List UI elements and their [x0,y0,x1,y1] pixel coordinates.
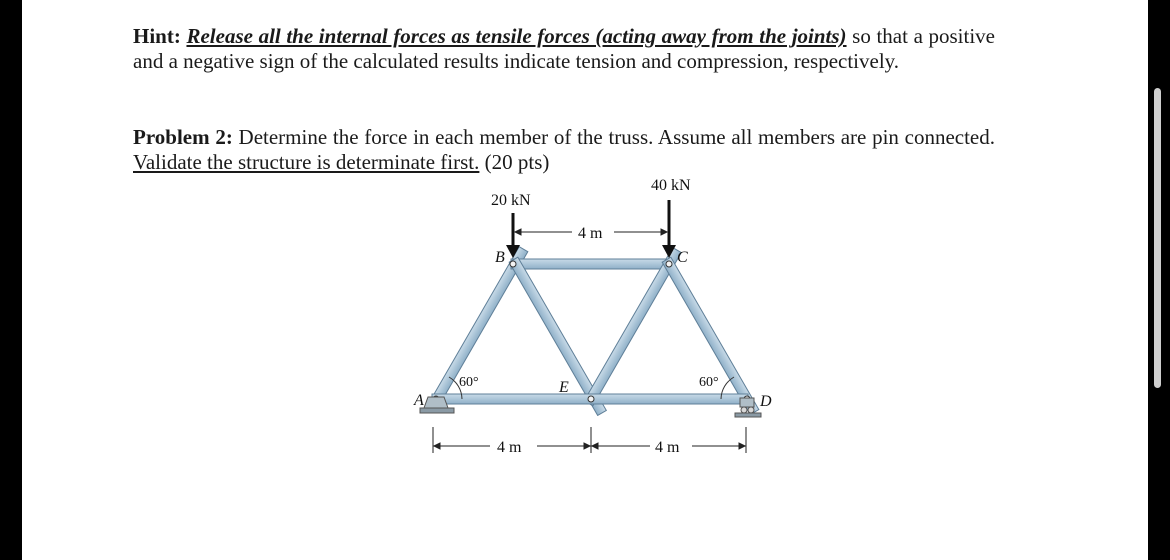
problem-underlined: Validate the structure is determinate first. [133,150,480,174]
pin-c [666,261,672,267]
hint-rest: so that a positive and a negative sign of the calculated results indicate tension and compression, respectively. [133,24,996,73]
member-ec [584,248,681,406]
joint-b-label: B [495,249,505,266]
member-cd [662,257,759,414]
load-c-label: 40 kN [651,177,691,194]
angle-d-label: 60° [699,375,719,390]
pin-e [588,396,594,402]
bottom-dim-left-label: 4 m [497,439,522,456]
joint-a-label: A [414,392,424,409]
member-ab [430,247,528,406]
angle-a-label: 60° [459,375,479,390]
problem-label: Problem 2: [133,125,233,149]
member-bc [511,259,671,269]
problem-points: (20 pts) [479,150,550,174]
hint-label: Hint: [133,24,181,48]
bottom-dim-right-label: 4 m [655,439,680,456]
pin-b [510,261,516,267]
scrollbar-thumb[interactable] [1154,88,1161,388]
bottom-dimension [433,427,746,453]
hint-emphasis: Release all the internal forces as tensile forces (acting away from the joints) [186,24,847,48]
joint-e-label: E [559,379,569,396]
joint-d-label: D [760,393,772,410]
top-dim-label: 4 m [578,225,603,242]
load-b-label: 20 kN [491,192,531,209]
problem-text: Determine the force in each member of the truss. Assume all members are pin connected. [232,125,995,149]
truss-members [430,247,759,416]
joint-c-label: C [677,249,688,266]
